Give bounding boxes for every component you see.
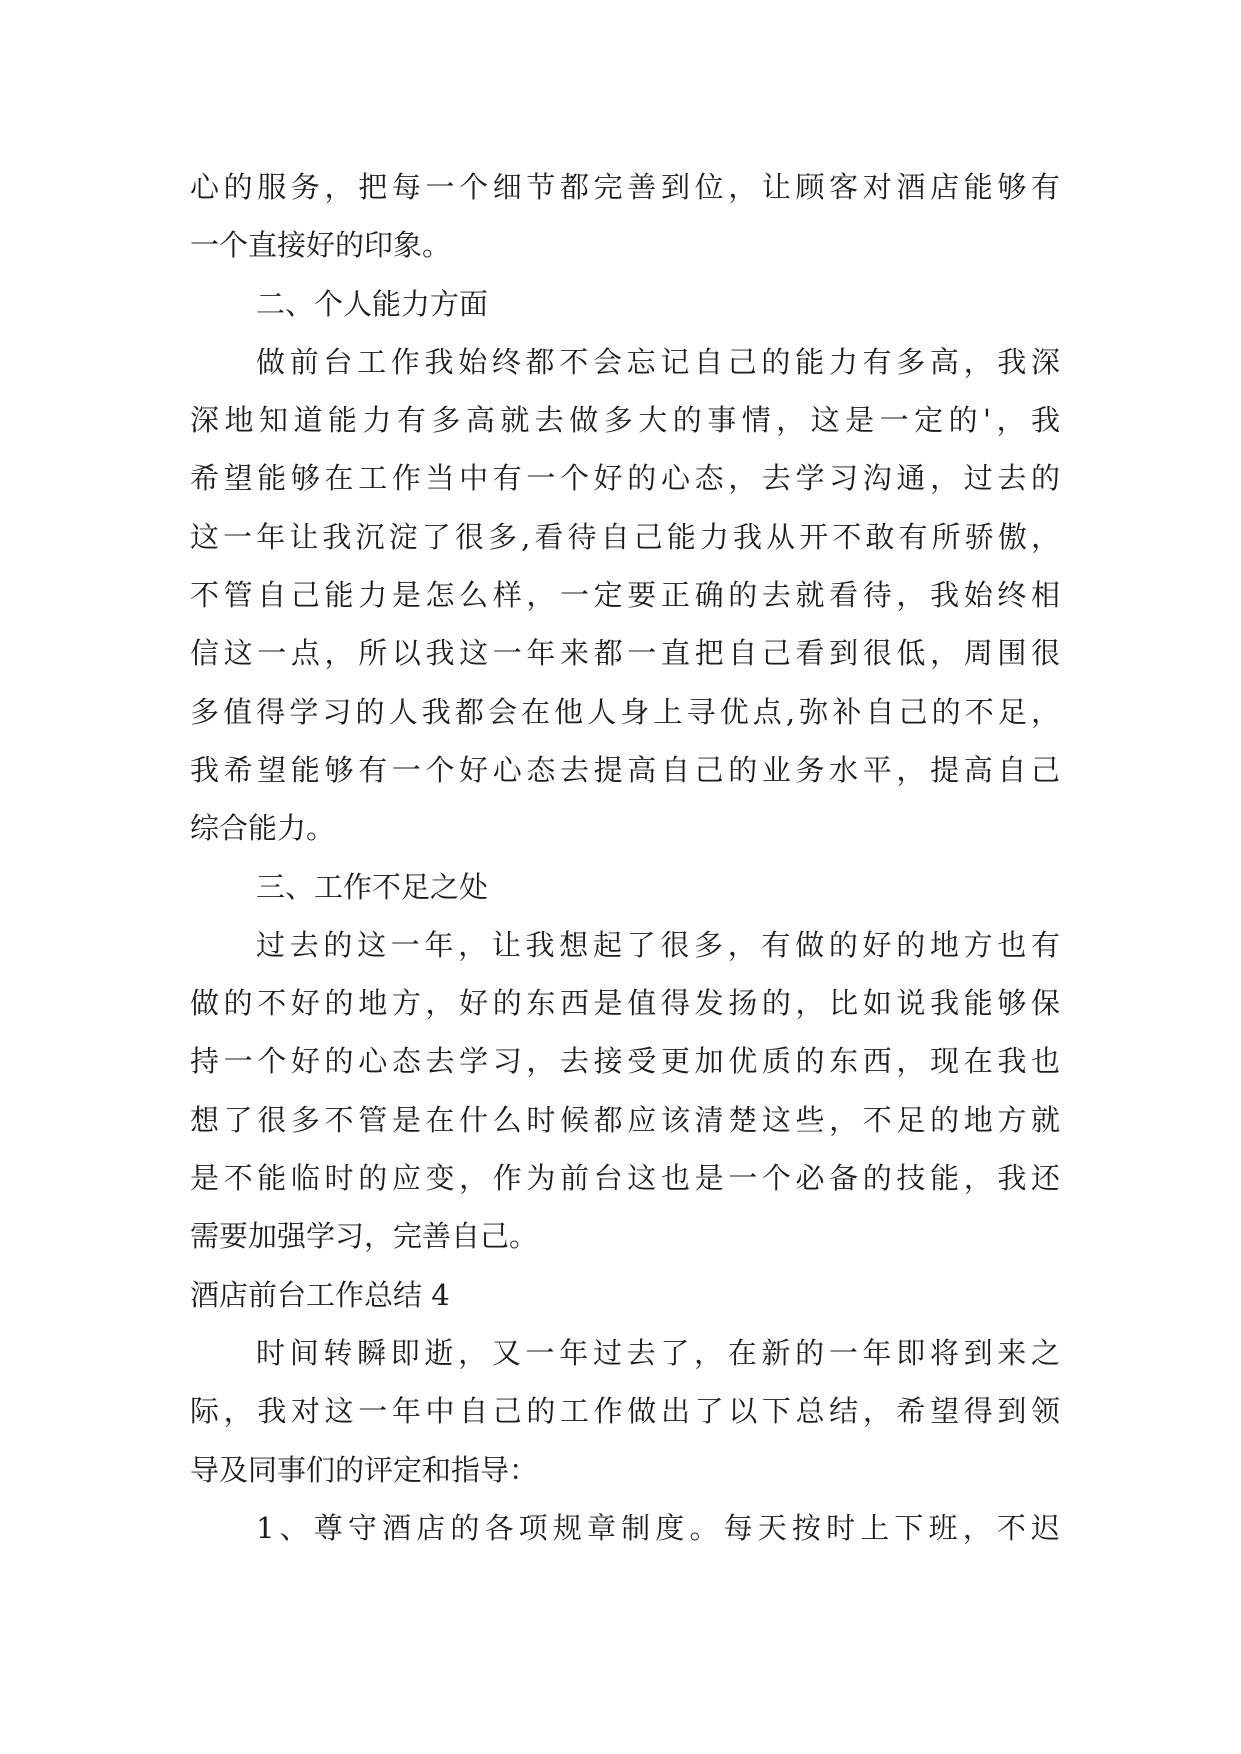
section-heading: 二、个人能力方面	[256, 286, 489, 321]
paragraph-line: 导及同事们的评定和指导：	[190, 1452, 539, 1487]
paragraph-line: 这一年让我沉淀了很多,看待自己能力我从开不敢有所骄傲，	[190, 519, 1060, 554]
paragraph-line: 过去的这一年，让我想起了很多，有做的好的地方也有	[256, 927, 1060, 962]
paragraph-line: 不管自己能力是怎么样，一定要正确的去就看待，我始终相	[190, 578, 1060, 613]
section-heading: 三、工作不足之处	[256, 869, 489, 904]
paragraph-line: 我希望能够有一个好心态去提高自己的业务水平，提高自己	[190, 752, 1060, 787]
paragraph-line: 一个直接好的印象。	[190, 228, 452, 263]
paragraph-line: 深地知道能力有多高就去做多大的事情，这是一定的'，我	[190, 403, 1060, 438]
paragraph-line: 想了很多不管是在什么时候都应该清楚这些，不足的地方就	[190, 1102, 1060, 1137]
paragraph-line: 际，我对这一年中自己的工作做出了以下总结，希望得到领	[190, 1394, 1060, 1429]
document-section-title: 酒店前台工作总结 4	[190, 1277, 450, 1312]
paragraph-line: 是不能临时的应变，作为前台这也是一个必备的技能，我还	[190, 1161, 1060, 1196]
paragraph-line: 需要加强学习，完善自己。	[190, 1219, 539, 1254]
paragraph-line: 1、尊守酒店的各项规章制度。每天按时上下班，不迟	[256, 1510, 1060, 1545]
paragraph-line: 多值得学习的人我都会在他人身上寻优点,弥补自己的不足，	[190, 694, 1060, 729]
paragraph-line: 心的服务，把每一个细节都完善到位，让顾客对酒店能够有	[190, 170, 1060, 204]
paragraph-line: 综合能力。	[190, 811, 336, 846]
paragraph-line: 时间转瞬即逝，又一年过去了，在新的一年即将到来之	[256, 1335, 1060, 1370]
document-body	[190, 158, 1060, 1557]
paragraph-line: 做的不好的地方，好的东西是值得发扬的，比如说我能够保	[190, 986, 1060, 1021]
paragraph-line: 做前台工作我始终都不会忘记自己的能力有多高，我深	[256, 344, 1060, 379]
paragraph-line: 信这一点，所以我这一年来都一直把自己看到很低，周围很	[190, 636, 1060, 671]
paragraph-line: 希望能够在工作当中有一个好的心态，去学习沟通，过去的	[190, 461, 1060, 496]
paragraph-line: 持一个好的心态去学习，去接受更加优质的东西，现在我也	[190, 1044, 1060, 1079]
